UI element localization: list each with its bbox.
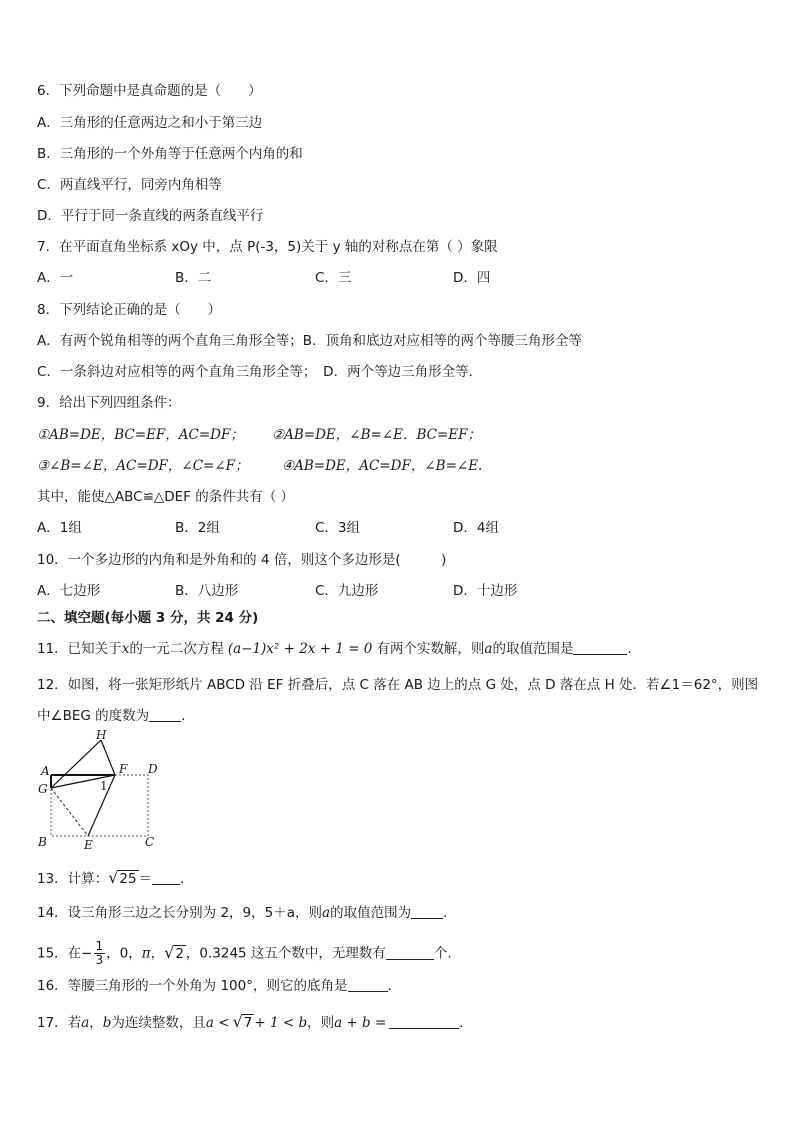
q17-answer-blank[interactable] <box>389 1014 459 1029</box>
label-b: B <box>38 835 47 849</box>
q14-end: . <box>443 905 448 921</box>
q14 <box>37 903 447 923</box>
q6-option-a: A．三角形的任意两边之和小于第三边 <box>37 115 263 131</box>
q11-var-a: a <box>484 641 493 657</box>
q15-numerator: 1 <box>95 939 104 953</box>
q7-option-d: D．四 <box>453 270 491 286</box>
q6-option-d: D．平行于同一条直线的两条直线平行 <box>37 208 264 224</box>
q16-answer-blank[interactable] <box>348 977 388 992</box>
label-g: G <box>38 782 48 796</box>
q16 <box>37 976 392 996</box>
q11-mid: 的一元二次方程 <box>129 641 224 657</box>
q16-text: 16．等腰三角形的一个外角为 100°，则它的底角是 <box>37 978 348 994</box>
sqrt-symbol: √ <box>232 1012 243 1031</box>
q17-mid3: ，则 <box>307 1015 335 1031</box>
segment-ge <box>51 788 88 836</box>
label-a: A <box>41 764 50 778</box>
q13 <box>37 868 184 889</box>
q9-condition-1: ①AB=DE，BC=EF，AC=DF； <box>37 427 244 443</box>
q13-end: . <box>180 871 185 887</box>
fold-figure <box>30 730 170 855</box>
q6-stem: 6．下列命题中是真命题的是（ ） <box>37 83 262 99</box>
q17-pre: 17．若 <box>37 1015 82 1031</box>
sqrt-symbol: √ <box>108 868 119 887</box>
segment-hf <box>101 740 115 775</box>
q7-option-b: B．二 <box>175 270 212 286</box>
q15-denominator: 3 <box>95 953 104 967</box>
q6-option-b: B．三角形的一个外角等于任意两个内角的和 <box>37 146 303 162</box>
q16-end: . <box>387 978 392 994</box>
q17-radicand: 7 <box>243 1015 253 1031</box>
q11-end: . <box>627 641 632 657</box>
q15-pre: 15．在− <box>37 945 93 962</box>
label-h: H <box>96 730 107 742</box>
q17-end: . <box>459 1015 464 1031</box>
q9-condition-3: ③∠B=∠E，AC=DF，∠C=∠F； <box>37 458 249 474</box>
q9-option-c: C．3组 <box>315 520 361 536</box>
q12-line2 <box>37 706 185 726</box>
q9-tail: 其中，能使△ABC≌△DEF 的条件共有（ ） <box>37 489 295 505</box>
segment-gh <box>51 740 101 788</box>
q9-option-b: B．2组 <box>175 520 220 536</box>
q10-option-d: D．十边形 <box>453 583 518 599</box>
q10-option-c: C．九边形 <box>315 583 379 599</box>
label-e: E <box>84 838 93 852</box>
q9-stem: 9．给出下列四组条件： <box>37 395 181 411</box>
q12-answer-blank[interactable] <box>149 707 181 722</box>
label-f: F <box>119 762 128 776</box>
q14-pre: 14．设三角形三边之长分别为 2，9，5＋a，则 <box>37 905 323 921</box>
q12-end: . <box>181 708 186 724</box>
label-angle-1: 1 <box>100 779 108 793</box>
q8-stem: 8．下列结论正确的是（ ） <box>37 302 222 318</box>
q15-radicand: 2 <box>175 945 184 962</box>
q17 <box>37 1012 464 1033</box>
q14-answer-blank[interactable] <box>411 904 443 919</box>
q8-options-ab: A．有两个锐角相等的两个直角三角形全等；B．顶角和底边对应相等的两个等腰三角形全等 <box>37 333 582 349</box>
q11-equation: (a−1)x² + 2x + 1 = 0 <box>227 641 373 657</box>
q15-end: 个. <box>433 945 452 962</box>
q11-pre: 11．已知关于 <box>37 641 122 657</box>
q15-pi: π <box>141 945 151 962</box>
q9-condition-2: ②AB=DE，∠B=∠E．BC=EF； <box>272 427 482 443</box>
sqrt-symbol: √ <box>164 942 175 962</box>
q10-option-b: B．八边形 <box>175 583 239 599</box>
q7-stem: 7．在平面直角坐标系 xOy 中，点 P(-3，5)关于 y 轴的对称点在第（ ）象限 <box>37 239 498 255</box>
q9-option-d: D．4组 <box>453 520 499 536</box>
q11 <box>37 639 632 659</box>
q8-options-cd: C．一条斜边对应相等的两个直角三角形全等； D．两个等边三角形全等. <box>37 364 473 380</box>
q15-post: ，0.3245 这五个数中，无理数有 <box>185 945 386 962</box>
q12-line1: 12．如图，将一张矩形纸片 ABCD 沿 EF 折叠后，点 C 落在 AB 边上的点 G 处，点 D 落在点 H 处．若∠1＝62°，则图 <box>37 677 759 693</box>
q14-var-a: a <box>322 905 331 921</box>
q11-answer-blank[interactable] <box>573 640 627 655</box>
q10-stem: 10．一个多边形的内角和是外角和的 4 倍，则这个多边形是( ) <box>37 552 447 568</box>
q6-option-c: C．两直线平行，同旁内角相等 <box>37 177 222 193</box>
q11-post: 的取值范围是 <box>492 641 574 657</box>
q15-mid: ，0， <box>106 945 142 962</box>
q17-ineq-left: a < <box>205 1015 230 1031</box>
q17-var-a: a <box>81 1015 90 1031</box>
q11-var-x: x <box>121 641 130 657</box>
q17-mid2: 为连续整数，且 <box>111 1015 206 1031</box>
q13-equals: ＝ <box>138 871 153 887</box>
section-heading: 二、填空题(每小题 3 分，共 24 分) <box>37 610 259 626</box>
q15-comma: ， <box>150 945 165 962</box>
q12-line2-text: 中∠BEG 的度数为 <box>37 708 150 724</box>
q17-var-b: b <box>102 1015 112 1031</box>
q17-ineq-right: + 1 < b <box>254 1015 308 1031</box>
q11-mid2: 有两个实数解，则 <box>376 641 485 657</box>
q9-condition-4: ④AB=DE，AC=DF，∠B=∠E. <box>282 458 483 474</box>
label-d: D <box>148 762 158 776</box>
q17-mid: ， <box>89 1015 103 1031</box>
q14-post: 的取值范围为 <box>330 905 412 921</box>
q15-answer-blank[interactable] <box>386 945 434 960</box>
q7-option-c: C．三 <box>315 270 352 286</box>
q10-option-a: A．七边形 <box>37 583 101 599</box>
q15 <box>37 940 452 967</box>
q13-answer-blank[interactable] <box>152 870 180 885</box>
q15-fraction <box>94 940 106 967</box>
q13-radicand: 25 <box>119 871 137 887</box>
q9-option-a: A．1组 <box>37 520 82 536</box>
q17-sum: a + b = <box>334 1015 387 1031</box>
q13-pre: 13．计算： <box>37 871 109 887</box>
label-c: C <box>145 835 155 849</box>
q7-option-a: A．一 <box>37 270 74 286</box>
